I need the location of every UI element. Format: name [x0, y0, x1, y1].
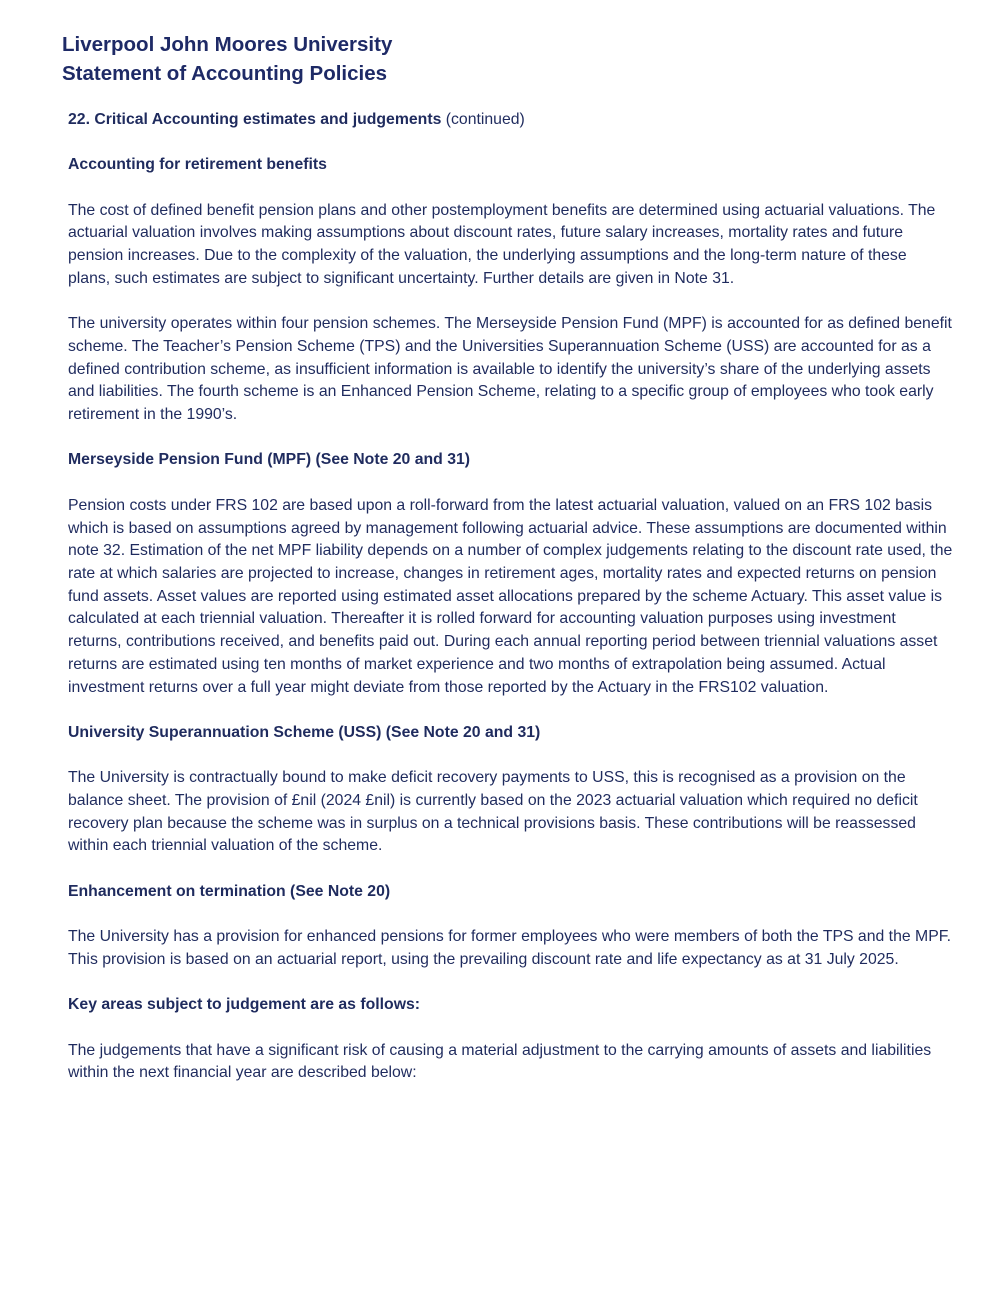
mpf-heading: Merseyside Pension Fund (MPF) (See Note 20 and 31)	[68, 451, 471, 469]
institution-name: Liverpool John Moores University	[62, 33, 393, 56]
note-title-suffix: (continued)	[441, 111, 525, 128]
judgement-heading: Key areas subject to judgement are as follows:	[68, 996, 421, 1014]
retirement-paragraph-1: The cost of defined benefit pension plans and other postemployment benefits are determined using actuarial valuations. The actuarial valuation involves making assumptions about discount rates, future salary increases, mortality rates and future pension increases. Due to the complexity of the valuation, the underlying assumptions and the long-term nature of these plans, such estimates are subject to significant uncertainty. Further details are given in Note 31.	[68, 201, 936, 287]
mpf-paragraph: Pension costs under FRS 102 are based upon a roll-forward from the latest actuarial valuation, valued on an FRS 102 basis which is based on assumptions agreed by management following actuarial advice. These assumptions are documented within note 32. Estimation of the net MPF liability depends on a number of complex judgements relating to the discount rate used, the rate at which salaries are projected to increase, changes in retirement ages, mortality rates and expected returns on pension fund assets. Asset values are reported using estimated asset allocations prepared by the scheme Actuary. This asset value is calculated at each triennial valuation. Thereafter it is rolled forward for accounting valuation purposes using investment returns, contributions received, and benefits paid out. During each annual reporting period between triennial valuations asset returns are estimated using ten months of market experience and two months of extrapolation being assumed. Actual investment returns over a full year might deviate from those reported by the Actuary in the FRS102 valuation.	[68, 496, 953, 696]
note-title	[68, 109, 953, 132]
page-header	[62, 30, 392, 88]
judgement-paragraph: The judgements that have a significant risk of causing a material adjustment to the carrying amounts of assets and liabilities within the next financial year are described below:	[68, 1041, 932, 1082]
retirement-heading: Accounting for retirement benefits	[68, 156, 327, 174]
enhancement-paragraph: The University has a provision for enhanced pensions for former employees who were members of both the TPS and the MPF. This provision is based on an actuarial report, using the prevailing discount rate and life expectancy as at 31 July 2025.	[68, 928, 952, 968]
enhancement-heading: Enhancement on termination (See Note 20)	[68, 882, 391, 900]
uss-heading: University Superannuation Scheme (USS) (See Note 20 and 31)	[68, 723, 541, 741]
uss-paragraph: The University is contractually bound to make deficit recovery payments to USS, this is recognised as a provision on the balance sheet. The provision of £nil (2024 £nil) is currently based on the 2023 actuarial valuation which required no deficit recovery plan because the scheme was in surplus on a technical provisions basis. These contributions will be reassessed within each triennial valuation of the scheme.	[68, 769, 918, 855]
document-title: Statement of Accounting Policies	[62, 62, 388, 85]
retirement-paragraph-2: The university operates within four pension schemes. The Merseyside Pension Fund (MPF) is accounted for as defined benefit scheme. The Teacher’s Pension Scheme (TPS) and the Universities Superannuation Scheme (USS) are accounted for as a defined contribution scheme, as insufficient information is available to identify the university’s share of the underlying assets and liabilities. The fourth scheme is an Enhanced Pension Scheme, relating to a specific group of employees who took early retirement in the 1990’s.	[68, 315, 952, 424]
note-title-bold: 22. Critical Accounting estimates and judgements	[68, 111, 442, 128]
main-content	[68, 109, 953, 1085]
